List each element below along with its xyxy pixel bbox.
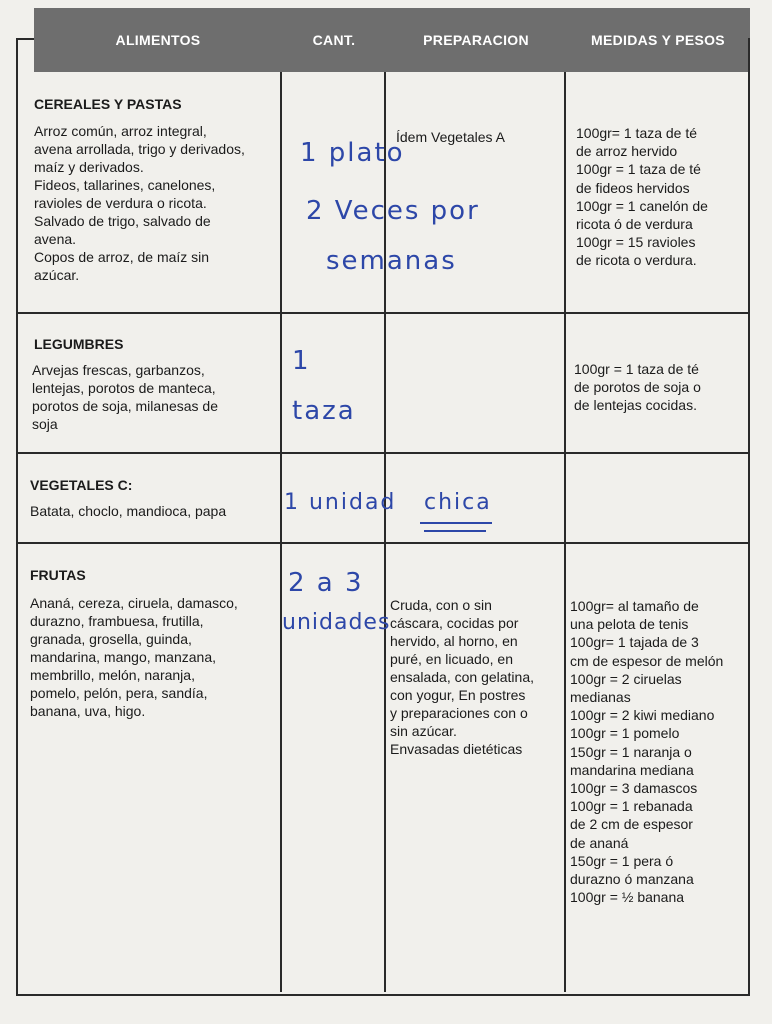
- row-title-vegetales-c: VEGETALES C:: [30, 477, 133, 493]
- row-items-legumbres: Arvejas frescas, garbanzos, lentejas, porotos de manteca, porotos de soja, milanesas de soja: [32, 362, 218, 432]
- row-divider-3: [18, 542, 748, 544]
- handwritten-quantity-cereales-3: semanas: [326, 246, 457, 276]
- row-preparation-cereales: Ídem Vegetales A: [396, 129, 505, 145]
- handwritten-quantity-frutas-2: unidades: [282, 610, 391, 635]
- handwritten-quantity-cereales-1: 1 plato: [300, 138, 405, 168]
- row-divider-2: [18, 452, 748, 454]
- header-preparacion: PREPARACION: [423, 32, 529, 48]
- handwritten-quantity-frutas-1: 2 a 3: [288, 568, 364, 598]
- frame-top-left-tick: [16, 38, 34, 40]
- handwritten-underline-2: [424, 530, 486, 532]
- header-alimentos: ALIMENTOS: [115, 32, 201, 48]
- header-medidas-pesos: MEDIDAS Y PESOS: [591, 32, 725, 48]
- handwritten-quantity-legumbres-1: 1: [292, 346, 311, 376]
- handwritten-quantity-cereales-2: 2 Veces por: [306, 196, 480, 226]
- row-items-frutas: Ananá, cereza, ciruela, damasco, durazno, frambuesa, frutilla, granada, grosella, guinda, mandarina, mango, manzana, membrillo, melón, naranja, pomelo, pelón, pera, sandía, banana, uva, higo.: [30, 595, 238, 719]
- row-items-vegetales-c: Batata, choclo, mandioca, papa: [30, 503, 227, 519]
- row-divider-1: [18, 312, 748, 314]
- column-divider-3: [564, 72, 566, 992]
- row-title-frutas: FRUTAS: [30, 567, 86, 583]
- column-divider-1: [280, 72, 282, 992]
- handwritten-quantity-legumbres-2: taza: [292, 396, 356, 426]
- row-measures-legumbres: 100gr = 1 taza de té de porotos de soja o de lentejas cocidas.: [574, 361, 701, 413]
- row-title-cereales: CEREALES Y PASTAS: [34, 96, 182, 112]
- handwritten-quantity-vegetales-1: 1 unidad: [284, 490, 397, 515]
- row-measures-frutas: 100gr= al tamaño de una pelota de tenis 100gr= 1 tajada de 3 cm de espesor de melón 100gr = 2 ciruelas medianas 100gr = 2 kiwi mediano 100gr = 1 pomelo 150gr = 1 naranja o mandarina mediana 100gr = 3 damascos 100gr = 1 rebanada de 2 cm de espesor de ananá 150gr = 1 pera ó durazno ó manzana 100gr = ½ banana: [570, 598, 724, 906]
- row-preparation-frutas: Cruda, con o sin cáscara, cocidas por hervido, al horno, en puré, en licuado, en ensalada, con gelatina, con yogur, En postres y preparaciones con o sin azúcar. Envasadas dietéticas: [390, 597, 534, 757]
- header-cantidad: CANT.: [312, 32, 356, 48]
- row-measures-cereales: 100gr= 1 taza de té de arroz hervido 100gr = 1 taza de té de fideos hervidos 100gr = 1 canelón de ricota ó de verdura 100gr = 15 ravioles de ricota o verdura.: [576, 125, 708, 269]
- handwritten-underline-1: [420, 522, 492, 524]
- row-items-cereales: Arroz común, arroz integral, avena arrollada, trigo y derivados, maíz y derivados. Fideos, tallarines, canelones, ravioles de verdura o ricota. Salvado de trigo, salvado de avena. Copos de arroz, de maíz sin azúcar.: [34, 123, 245, 283]
- handwritten-quantity-vegetales-2: chica: [424, 490, 492, 515]
- row-title-legumbres: LEGUMBRES: [34, 336, 124, 352]
